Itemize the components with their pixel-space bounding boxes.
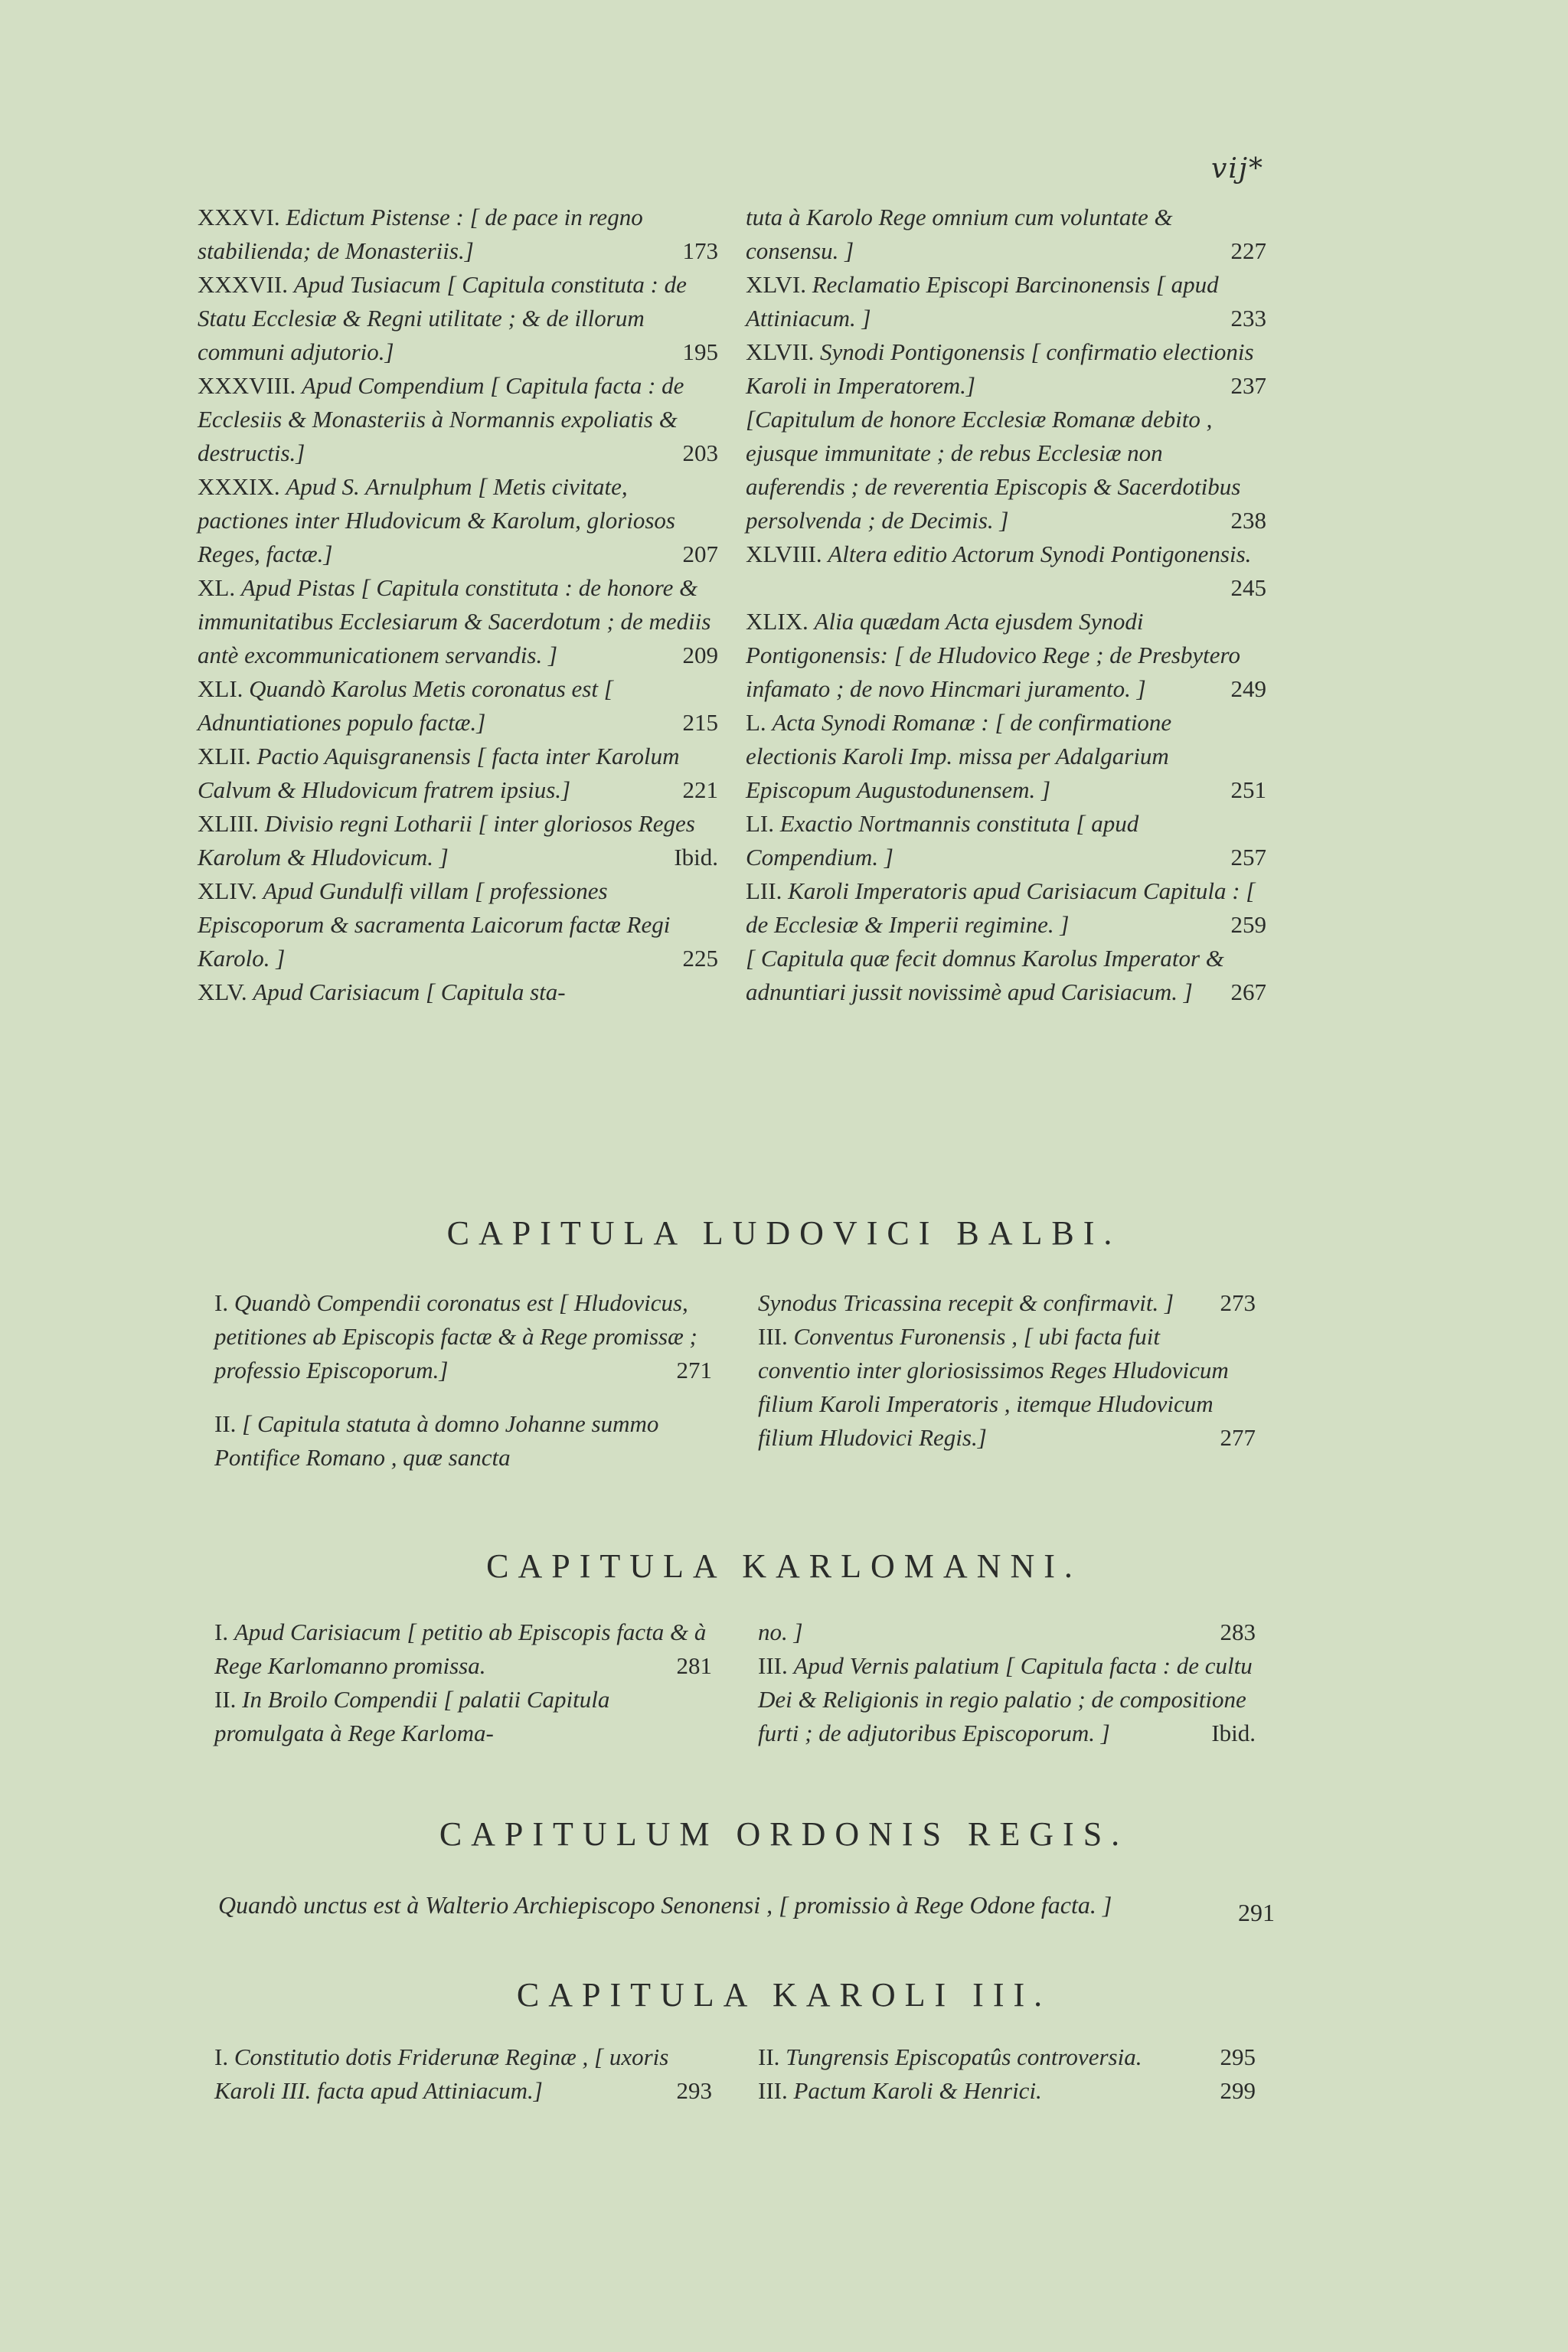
toc-entry-title: tuta à Karolo Rege omnium cum voluntate & consensu. ]	[746, 204, 1173, 264]
toc-entry	[198, 470, 718, 571]
toc-entry-title: Divisio regni Lotharii [ inter gloriosos Reges Karolum & Hludovicum. ]	[198, 810, 695, 871]
page-number: vij*	[1211, 153, 1265, 185]
toc-entry-page: 245	[1230, 574, 1266, 601]
toc-entry-title: Synodi Pontigonensis [ confirmatio electionis Karoli in Imperatorem.]	[746, 338, 1254, 399]
toc-entry-number: XXXVI.	[198, 204, 280, 230]
toc-entry-page: 295	[1220, 2043, 1256, 2070]
toc-entry	[214, 1683, 712, 1750]
toc-entry-page: 225	[682, 945, 718, 972]
toc-entry-title: [ Capitula statuta à domno Johanne summo Pontifice Romano , quæ sancta	[214, 1410, 659, 1471]
toc-entry-number: XXXVII.	[198, 271, 288, 298]
toc-entry-page: 249	[1230, 675, 1266, 702]
toc-entry-number: XXXVIII.	[198, 372, 296, 399]
toc-entry	[746, 874, 1266, 942]
toc-entry-number: XLI.	[198, 675, 243, 702]
toc-entry	[746, 942, 1266, 1009]
toc-entry	[198, 740, 718, 807]
toc-entry	[198, 571, 718, 672]
toc-entry-title: Constitutio dotis Friderunæ Reginæ , [ uxoris Karoli III. facta apud Attiniacum.]	[214, 2043, 669, 2104]
toc-entry-title: Apud Carisiacum [ Capitula sta-	[253, 978, 566, 1005]
toc-entry-page: 257	[1230, 844, 1266, 871]
karlomanni-right-column	[758, 1615, 1256, 1750]
ludovici-left-column	[214, 1286, 712, 1475]
toc-entry	[746, 335, 1266, 403]
toc-entry-title: Tungrensis Episcopatûs controversia.	[786, 2043, 1142, 2070]
toc-entry-number: I.	[214, 2043, 229, 2070]
toc-entry-number: II.	[758, 2043, 780, 2070]
toc-entry	[198, 369, 718, 470]
section-heading-ludovici: CAPITULA LUDOVICI BALBI.	[446, 1214, 1122, 1252]
toc-entry-page: Ibid.	[1211, 1720, 1256, 1746]
karoli3-right-column	[758, 2040, 1256, 2108]
toc-entry-number: XLIX.	[746, 608, 808, 635]
toc-entry-title: Acta Synodi Romanæ : [ de confirmatione electionis Karoli Imp. missa per Adalgarium Episcopum Augustodunensem. ]	[746, 709, 1172, 803]
toc-entry-title: Alia quædam Acta ejusdem Synodi Pontigonensis: [ de Hludovico Rege ; de Presbytero infamato ; de novo Hincmari juramento. ]	[746, 608, 1240, 702]
toc-entry-title: Reclamatio Episcopi Barcinonensis [ apud Attiniacum. ]	[746, 271, 1219, 332]
toc-entry-number: XLVIII.	[746, 541, 822, 567]
toc-entry-title: Exactio Nortmannis constituta [ apud Compendium. ]	[746, 810, 1139, 871]
toc-entry-page: 281	[676, 1652, 712, 1679]
toc-entry-title: Apud Tusiacum [ Capitula constituta : de Statu Ecclesiæ & Regni utilitate ; & de illorum communi adjutorio.]	[198, 271, 687, 365]
toc-entry	[746, 268, 1266, 335]
ordonis-entry-text: Quandò unctus est à Walterio Archiepiscopo Senonensi , [ promissio à Rege Odone facta. ]	[218, 1891, 1112, 1919]
ordonis-entry-page: 291	[1238, 1899, 1275, 1926]
toc-entry	[214, 1407, 712, 1475]
toc-entry-page: 271	[676, 1357, 712, 1383]
toc-entry-title: Karoli Imperatoris apud Carisiacum Capitula : [ de Ecclesiæ & Imperii regimine. ]	[746, 877, 1256, 938]
toc-entry-number: III.	[758, 1652, 788, 1679]
toc-entry-page: 209	[682, 642, 718, 668]
toc-entry-page: Ibid.	[674, 844, 718, 871]
toc-entry	[758, 1615, 1256, 1649]
toc-entry-page: 233	[1230, 305, 1266, 332]
toc-entry	[746, 807, 1266, 874]
toc-entry	[746, 537, 1266, 605]
toc-entry	[746, 605, 1266, 706]
toc-entry-number: III.	[758, 2077, 788, 2104]
toc-entry-page: 227	[1230, 237, 1266, 264]
toc-entry-title: Apud Compendium [ Capitula facta : de Ecclesiis & Monasteriis à Normannis expoliatis & destructis.]	[198, 372, 684, 466]
toc-entry	[198, 807, 718, 874]
toc-entry-page: 293	[676, 2077, 712, 2104]
toc-entry	[746, 403, 1266, 537]
toc-entry-title: Conventus Furonensis , [ ubi facta fuit conventio inter gloriosissimos Reges Hludovicum filium Karoli Imperatoris , itemque Hludovicum filium Hludovici Regis.]	[758, 1323, 1229, 1451]
toc-entry-title: Quandò Karolus Metis coronatus est [ Adnuntiationes populo factæ.]	[198, 675, 613, 736]
toc-entry-title: Apud Pistas [ Capitula constituta : de honore & immunitatibus Ecclesiarum & Sacerdotum ; de mediis antè excommunicationem servandis. ]	[198, 574, 711, 668]
karlomanni-left-column	[214, 1615, 712, 1750]
toc-entry-number: XLII.	[198, 743, 251, 769]
toc-entry-number: XLVI.	[746, 271, 806, 298]
top-left-column	[198, 201, 718, 1009]
section-heading-karlomanni: CAPITULA KARLOMANNI.	[486, 1547, 1082, 1585]
toc-entry	[758, 1286, 1256, 1320]
toc-entry-page: 195	[682, 338, 718, 365]
toc-entry	[758, 1320, 1256, 1455]
toc-entry-page: 267	[1230, 978, 1266, 1005]
toc-entry-title: Apud Carisiacum [ petitio ab Episcopis facta & à Rege Karlomanno promissa.	[214, 1619, 707, 1679]
toc-entry	[198, 975, 718, 1009]
toc-entry	[198, 201, 718, 268]
toc-entry-page: 221	[682, 776, 718, 803]
toc-entry-number: L.	[746, 709, 766, 736]
toc-entry-page: 259	[1230, 911, 1266, 938]
toc-entry-title: In Broilo Compendii [ palatii Capitula promulgata à Rege Karloma-	[214, 1686, 610, 1746]
toc-entry-number: XLVII.	[746, 338, 815, 365]
toc-entry-page: 237	[1230, 372, 1266, 399]
top-right-column	[746, 201, 1266, 1009]
toc-entry-title: [Capitulum de honore Ecclesiæ Romanæ debito , ejusque immunitate ; de rebus Ecclesiæ non auferendis ; de reverentia Episcopis & Sacerdotibus persolvenda ; de Decimis. ]	[746, 406, 1241, 534]
toc-entry	[746, 706, 1266, 807]
toc-entry-number: II.	[214, 1410, 237, 1437]
toc-entry	[746, 201, 1266, 268]
toc-entry-number: XLIV.	[198, 877, 257, 904]
toc-entry	[198, 874, 718, 975]
toc-entry-page: 251	[1230, 776, 1266, 803]
toc-entry-title: Apud Gundulfi villam [ professiones Episcoporum & sacramenta Laicorum factæ Regi Karolo. ]	[198, 877, 671, 972]
toc-entry-page: 273	[1220, 1289, 1256, 1316]
toc-entry-number: XLV.	[198, 978, 247, 1005]
toc-entry-title: Edictum Pistense : [ de pace in regno stabilienda; de Monasteriis.]	[198, 204, 643, 264]
karoli3-left-column	[214, 2040, 712, 2108]
toc-entry-title: Synodus Tricassina recepit & confirmavit. ]	[758, 1289, 1174, 1316]
section-heading-karoli-iii: CAPITULA KAROLI III.	[516, 1976, 1052, 2014]
toc-entry	[214, 1615, 712, 1683]
toc-entry-page: 173	[682, 237, 718, 264]
toc-entry-page: 283	[1220, 1619, 1256, 1645]
ludovici-right-column	[758, 1286, 1256, 1455]
toc-entry	[758, 1649, 1256, 1750]
toc-entry-number: III.	[758, 1323, 788, 1350]
toc-entry-number: II.	[214, 1686, 237, 1713]
toc-entry	[214, 2040, 712, 2108]
toc-entry-title: Altera editio Actorum Synodi Pontigonensis.	[828, 541, 1252, 567]
toc-entry-page: 215	[682, 709, 718, 736]
toc-entry	[198, 268, 718, 369]
toc-entry-page: 277	[1220, 1424, 1256, 1451]
toc-entry-title: [ Capitula quæ fecit domnus Karolus Imperator & adnuntiari jussit novissimè apud Carisiacum. ]	[746, 945, 1224, 1005]
toc-entry-page: 207	[682, 541, 718, 567]
toc-entry	[214, 1286, 712, 1387]
toc-entry-title: Pactio Aquisgranensis [ facta inter Karolum Calvum & Hludovicum fratrem ipsius.]	[198, 743, 680, 803]
toc-entry-number: LI.	[746, 810, 775, 837]
toc-entry-title: Apud Vernis palatium [ Capitula facta : de cultu Dei & Religionis in regio palatio ; de compositione furti ; de adjutoribus Episcoporum. ]	[758, 1652, 1253, 1746]
toc-entry-number: XL.	[198, 574, 236, 601]
toc-entry-number: XXXIX.	[198, 473, 280, 500]
toc-entry-page: 299	[1220, 2077, 1256, 2104]
toc-entry-number: I.	[214, 1619, 229, 1645]
toc-entry-page: 203	[682, 439, 718, 466]
ordonis-entry	[218, 1887, 1275, 1930]
toc-entry-number: XLIII.	[198, 810, 260, 837]
toc-entry-page: 238	[1230, 507, 1266, 534]
toc-entry-title: Pactum Karoli & Henrici.	[793, 2077, 1042, 2104]
section-heading-ordonis: CAPITULUM ORDONIS REGIS.	[439, 1815, 1129, 1853]
toc-entry-title: Quandò Compendii coronatus est [ Hludovicus, petitiones ab Episcopis factæ & à Rege promissæ ; professio Episcoporum.]	[214, 1289, 697, 1383]
toc-entry	[758, 2074, 1256, 2108]
toc-entry	[758, 2040, 1256, 2074]
toc-entry-number: I.	[214, 1289, 229, 1316]
toc-entry-title: no. ]	[758, 1619, 803, 1645]
toc-entry	[198, 672, 718, 740]
toc-entry-number: LII.	[746, 877, 782, 904]
toc-entry-title: Apud S. Arnulphum [ Metis civitate, pactiones inter Hludovicum & Karolum, gloriosos Reges, factæ.]	[198, 473, 675, 567]
